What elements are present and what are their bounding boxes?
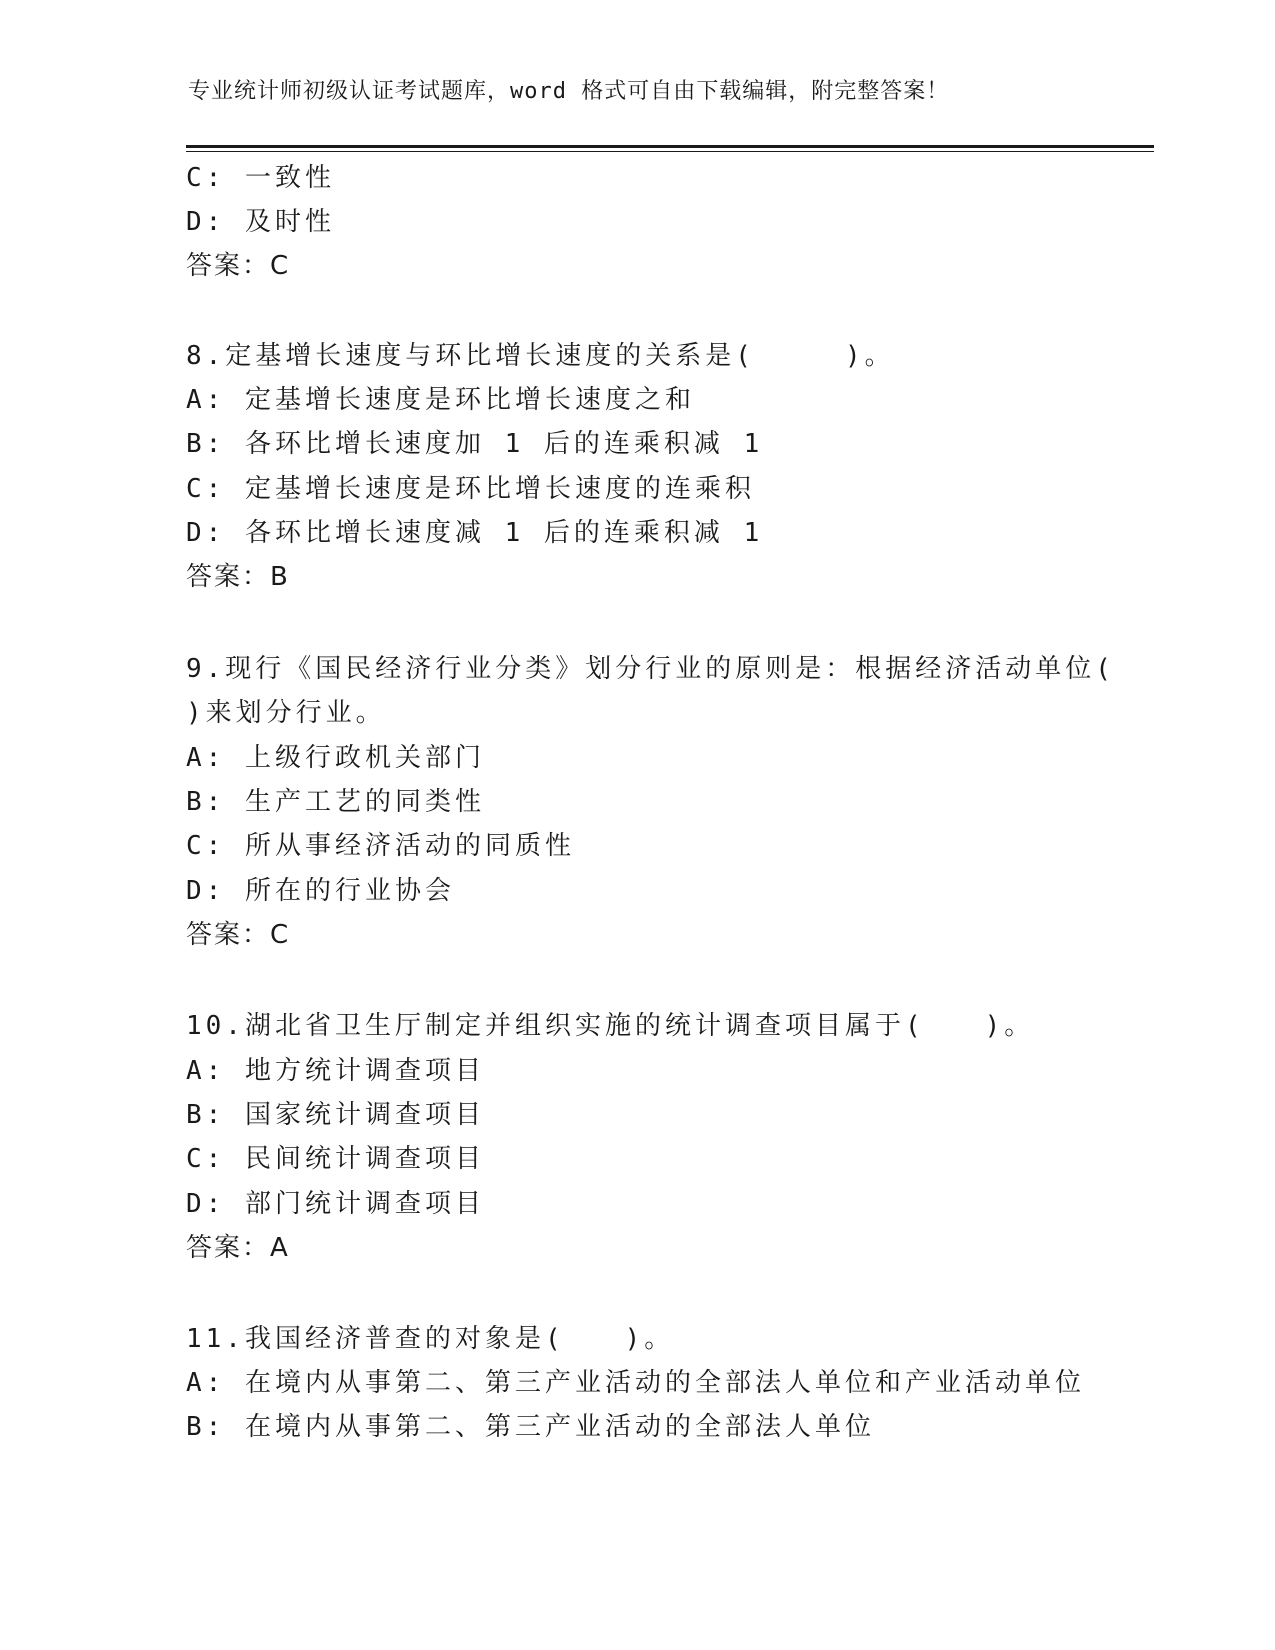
- answer: 答案：C: [186, 251, 291, 281]
- answer: 答案：B: [186, 562, 290, 592]
- option-d: D: 及时性: [186, 207, 335, 237]
- question-stem: 9.现行《国民经济行业分类》划分行业的原则是：根据经济活动单位(: [186, 654, 1115, 684]
- option-d: D: 所在的行业协会: [186, 876, 455, 906]
- option-d: D: 各环比增长速度减 1 后的连乘积减 1: [186, 518, 764, 548]
- option-b: B: 生产工艺的同类性: [186, 787, 485, 817]
- option-b: B: 国家统计调查项目: [186, 1100, 485, 1130]
- option-d: D: 部门统计调查项目: [186, 1189, 485, 1219]
- option-c: C: 所从事经济活动的同质性: [186, 831, 575, 861]
- header-rule-thick: [186, 145, 1154, 148]
- option-a: A: 上级行政机关部门: [186, 743, 485, 773]
- option-c: C: 民间统计调查项目: [186, 1144, 485, 1174]
- answer: 答案：A: [186, 1233, 290, 1263]
- option-a: A: 定基增长速度是环比增长速度之和: [186, 385, 695, 415]
- question-stem: 11.我国经济普查的对象是( )。: [186, 1324, 675, 1354]
- document-header: 专业统计师初级认证考试题库，word 格式可自由下载编辑，附完整答案！: [188, 79, 950, 104]
- header-rule-thin: [186, 151, 1154, 152]
- question-stem-continued: )来划分行业。: [186, 698, 386, 728]
- question-stem: 8.定基增长速度与环比增长速度的关系是( )。: [186, 341, 895, 371]
- answer: 答案：C: [186, 920, 291, 950]
- option-c: C: 定基增长速度是环比增长速度的连乘积: [186, 474, 755, 504]
- option-b: B: 各环比增长速度加 1 后的连乘积减 1: [186, 429, 764, 459]
- option-a: A: 在境内从事第二、第三产业活动的全部法人单位和产业活动单位: [186, 1368, 1085, 1398]
- option-b: B: 在境内从事第二、第三产业活动的全部法人单位: [186, 1412, 875, 1442]
- option-c: C: 一致性: [186, 163, 335, 193]
- option-a: A: 地方统计调查项目: [186, 1056, 485, 1086]
- question-stem: 10.湖北省卫生厅制定并组织实施的统计调查项目属于( )。: [186, 1011, 1035, 1041]
